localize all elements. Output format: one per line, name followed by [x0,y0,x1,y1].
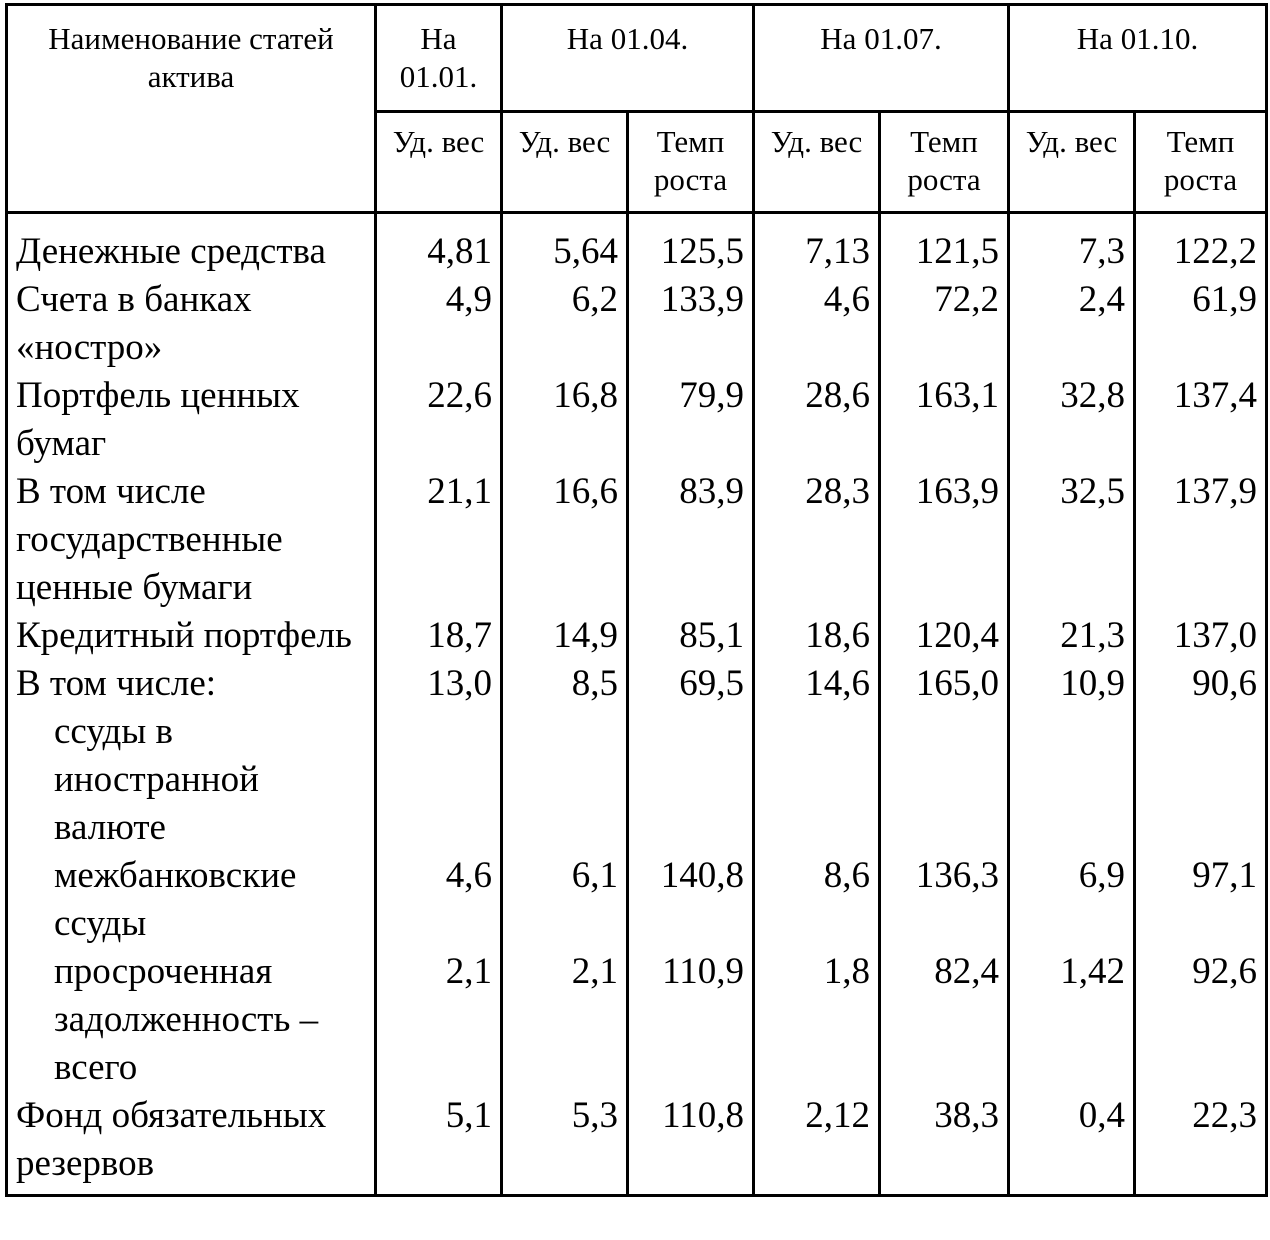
cell-share-0110: 6,9 [1009,852,1135,948]
cell-share-0101: 5,1 [376,1092,502,1196]
cell-growth-0110: 90,6 [1135,660,1267,708]
cell-share-0104: 2,1 [502,948,628,1092]
table-row [7,708,1267,852]
cell-share-0104: 14,9 [502,612,628,660]
cell-growth-0104: 110,8 [628,1092,754,1196]
row-label: Денежные средства [7,213,376,277]
cell-growth-0107: 136,3 [880,852,1009,948]
cell-share-0101: 4,81 [376,213,502,277]
cell-growth-0110: 92,6 [1135,948,1267,1092]
cell-growth-0110 [1135,708,1267,852]
cell-share-0107: 1,8 [754,948,880,1092]
cell-share-0110: 7,3 [1009,213,1135,277]
cell-share-0110 [1009,708,1135,852]
table-row [7,1092,1267,1196]
cell-share-0101: 2,1 [376,948,502,1092]
row-label: Счета в банках «ностро» [7,276,376,372]
header-share-0101: Уд. вес [376,112,502,213]
header-row-dates [7,5,1267,112]
cell-growth-0110: 122,2 [1135,213,1267,277]
table-body [7,213,1267,1196]
header-date-0110: На 01.10. [1009,5,1267,112]
cell-growth-0110: 137,9 [1135,468,1267,612]
table-row [7,372,1267,468]
table-row [7,660,1267,708]
cell-share-0107: 4,6 [754,276,880,372]
header-name-column: Наименование статей актива [7,5,376,112]
cell-growth-0104 [628,708,754,852]
cell-share-0110: 10,9 [1009,660,1135,708]
cell-growth-0104: 140,8 [628,852,754,948]
row-label: Портфель ценных бумаг [7,372,376,468]
cell-share-0104: 6,2 [502,276,628,372]
cell-growth-0104: 83,9 [628,468,754,612]
table-header [7,5,1267,213]
cell-growth-0107 [880,708,1009,852]
cell-growth-0104: 79,9 [628,372,754,468]
cell-share-0107: 2,12 [754,1092,880,1196]
cell-share-0101: 22,6 [376,372,502,468]
header-date-0107: На 01.07. [754,5,1009,112]
row-label: Фонд обязательных резервов [7,1092,376,1196]
cell-growth-0107: 72,2 [880,276,1009,372]
cell-share-0110: 0,4 [1009,1092,1135,1196]
cell-growth-0107: 163,1 [880,372,1009,468]
header-share-0104: Уд. вес [502,112,628,213]
row-label: ссуды в иностранной валюте [7,708,376,852]
cell-growth-0107: 163,9 [880,468,1009,612]
cell-growth-0107: 120,4 [880,612,1009,660]
row-label: просроченная задолженность – всего [7,948,376,1092]
row-label: межбанковские ссуды [7,852,376,948]
cell-growth-0104: 133,9 [628,276,754,372]
cell-share-0107: 7,13 [754,213,880,277]
header-date-0104: На 01.04. [502,5,754,112]
header-date-0101: На 01.01. [376,5,502,112]
header-growth-0110: Темп роста [1135,112,1267,213]
table-row [7,213,1267,277]
row-label: В том числе государственные ценные бумаги [7,468,376,612]
cell-share-0107: 28,6 [754,372,880,468]
cell-share-0101: 13,0 [376,660,502,708]
cell-growth-0110: 137,4 [1135,372,1267,468]
header-growth-0107: Темп роста [880,112,1009,213]
cell-growth-0107: 165,0 [880,660,1009,708]
cell-growth-0104: 110,9 [628,948,754,1092]
cell-growth-0110: 22,3 [1135,1092,1267,1196]
cell-share-0107: 8,6 [754,852,880,948]
cell-share-0104: 16,6 [502,468,628,612]
cell-share-0101: 4,6 [376,852,502,948]
cell-share-0101: 4,9 [376,276,502,372]
header-share-0107: Уд. вес [754,112,880,213]
cell-share-0107: 14,6 [754,660,880,708]
cell-share-0110: 21,3 [1009,612,1135,660]
cell-share-0110: 1,42 [1009,948,1135,1092]
cell-share-0104: 8,5 [502,660,628,708]
header-growth-0104: Темп роста [628,112,754,213]
cell-share-0107: 18,6 [754,612,880,660]
cell-share-0107 [754,708,880,852]
cell-share-0104 [502,708,628,852]
table-row [7,612,1267,660]
table-row [7,276,1267,372]
row-label: В том числе: [7,660,376,708]
asset-structure-table [5,3,1268,1197]
cell-growth-0107: 121,5 [880,213,1009,277]
cell-growth-0110: 137,0 [1135,612,1267,660]
cell-growth-0104: 85,1 [628,612,754,660]
cell-share-0110: 32,5 [1009,468,1135,612]
cell-share-0110: 32,8 [1009,372,1135,468]
cell-growth-0104: 125,5 [628,213,754,277]
header-row-measures [7,112,1267,213]
cell-share-0101: 21,1 [376,468,502,612]
cell-share-0104: 16,8 [502,372,628,468]
cell-growth-0110: 97,1 [1135,852,1267,948]
cell-growth-0110: 61,9 [1135,276,1267,372]
row-label: Кредитный портфель [7,612,376,660]
cell-share-0104: 5,64 [502,213,628,277]
cell-growth-0104: 69,5 [628,660,754,708]
cell-share-0104: 6,1 [502,852,628,948]
cell-growth-0107: 38,3 [880,1092,1009,1196]
cell-share-0104: 5,3 [502,1092,628,1196]
cell-share-0110: 2,4 [1009,276,1135,372]
table-row [7,948,1267,1092]
cell-growth-0107: 82,4 [880,948,1009,1092]
cell-share-0101 [376,708,502,852]
cell-share-0101: 18,7 [376,612,502,660]
header-name-spacer [7,112,376,213]
table-row [7,852,1267,948]
cell-share-0107: 28,3 [754,468,880,612]
table-row [7,468,1267,612]
header-share-0110: Уд. вес [1009,112,1135,213]
